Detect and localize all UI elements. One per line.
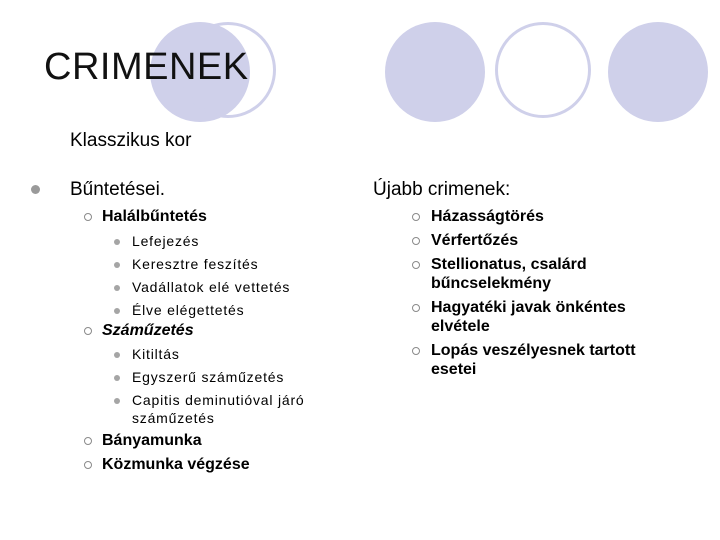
left-subitem: Élve elégettetés [132, 302, 245, 318]
left-subitem: Capitis deminutióval járó [132, 392, 305, 408]
right-item-continuation: elvétele [431, 318, 490, 335]
bullet-ring-icon [84, 213, 92, 221]
decor-ring-2 [495, 22, 591, 118]
left-subitem: Kitiltás [132, 346, 180, 362]
bullet-ring-icon [84, 461, 92, 469]
right-item-label: Stellionatus, csalárd [431, 256, 587, 273]
left-subitem-continuation: száműzetés [132, 410, 215, 426]
right-item-label: Lopás veszélyesnek tartott [431, 342, 636, 359]
left-item-label: Bányamunka [102, 432, 202, 449]
bullet-dot-icon [114, 308, 120, 314]
bullet-ring-icon [412, 213, 420, 221]
right-item-label: Házasságtörés [431, 208, 544, 225]
left-heading: Bűntetései. [70, 179, 166, 200]
bullet-ring-icon [412, 304, 420, 312]
bullet-ring-icon [412, 347, 420, 355]
slide-title: CRIMENEK [44, 46, 249, 88]
right-heading: Újabb crimenek: [373, 179, 511, 200]
bullet-ring-icon [412, 237, 420, 245]
bullet-dot-icon [114, 352, 120, 358]
slide-subtitle: Klasszikus kor [70, 130, 192, 151]
left-subitem: Keresztre feszítés [132, 256, 259, 272]
left-item-label: Halálbűntetés [102, 208, 207, 225]
bullet-dot-icon [114, 285, 120, 291]
decor-circle-2 [385, 22, 485, 122]
left-subitem: Lefejezés [132, 233, 200, 249]
bullet-dot-icon [114, 375, 120, 381]
left-subitem: Vadállatok elé vettetés [132, 279, 291, 295]
bullet-ring-icon [412, 261, 420, 269]
right-item-label: Hagyatéki javak önkéntes [431, 299, 626, 316]
right-item-label: Vérfertőzés [431, 232, 519, 249]
bullet-ring-icon [84, 327, 92, 335]
bullet-ring-icon [84, 437, 92, 445]
left-item-label: Száműzetés [102, 322, 194, 339]
left-subitem: Egyszerű száműzetés [132, 369, 285, 385]
bullet-icon [31, 185, 40, 194]
right-item-continuation: bűncselekmény [431, 275, 552, 292]
decor-circle-3 [608, 22, 708, 122]
bullet-dot-icon [114, 239, 120, 245]
bullet-dot-icon [114, 398, 120, 404]
bullet-dot-icon [114, 262, 120, 268]
left-item-label: Közmunka végzése [102, 456, 250, 473]
right-item-continuation: esetei [431, 361, 477, 378]
